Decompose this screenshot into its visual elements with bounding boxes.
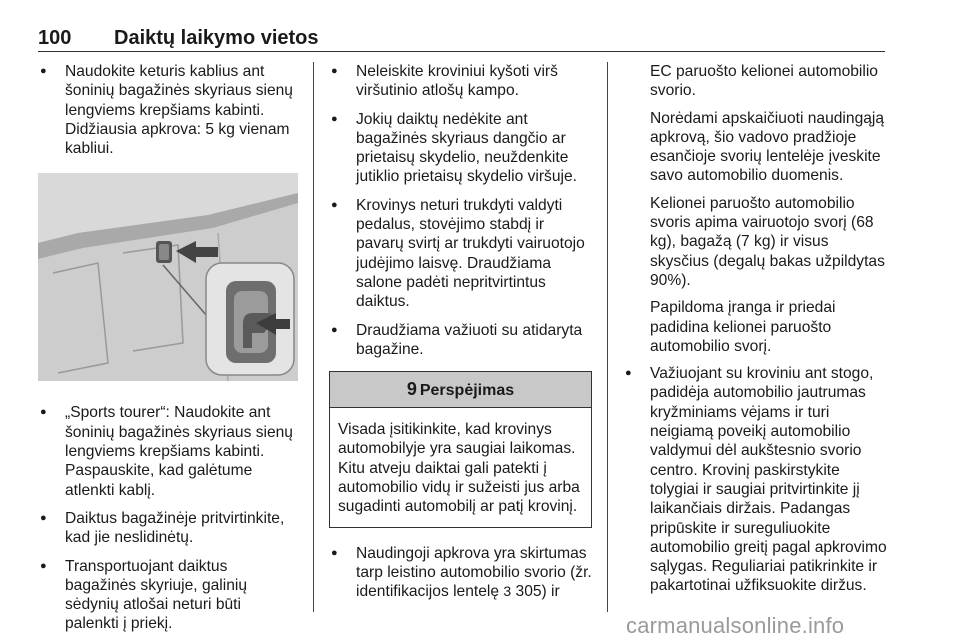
list-item: ● Daiktus bagažinėje pritvirtinkite, kad jie neslidinėtų. (38, 509, 298, 548)
column-1 (38, 62, 298, 643)
warning-text: Visada įsitikinkite, kad krovinys automobilyje yra saugiai laikomas. Kitu atveju daiktai gali patekti į automobilio vidų ir sužeisti jus arba sugadinti automobilį ar patį krovinį. (338, 421, 580, 516)
page-title: Daiktų laikymo vietos (114, 27, 319, 49)
paragraph: Papildoma įranga ir priedai padidina kelionei paruošto automobilio svorį. (650, 299, 836, 355)
page-reference: 305) ir (515, 583, 560, 601)
warning-icon: 9 (406, 379, 417, 400)
warning-title: Perspėjimas (419, 382, 515, 400)
list-item: ● Jokių daiktų nedėkite ant bagažinės skyriaus dangčio ar prietaisų skydelio, neuždenkite jutiklio prietaisų skydelio viršuje. (329, 110, 592, 187)
page-reference-arrow-icon: 3 (503, 583, 512, 600)
list-item (329, 544, 592, 602)
column-2 (329, 62, 592, 611)
trunk-hook-illustration (38, 173, 298, 381)
list-item: ● Transportuojant daiktus bagažinės skyriuje, galinių sėdynių atlošai neturi būti palenkti į priekį. (38, 557, 298, 634)
paragraph: Kelionei paruošto automobilio svoris apima vairuotojo svorį (68 kg), bagažą (7 kg) ir visus skysčius (degalų bakas užpildytas 90%). (650, 194, 885, 289)
list-item: ● Važiuojant su kroviniu ant stogo, padidėja automobilio jautrumas kryžminiams vėjams ir turi neigiamą poveikį automobilio valdymui dėl aukštesnio svorio centro. Krovinį paskirstykite tolygiai ir saugiai pritvirtinkite jį laikančiais diržais. Padangas pripūskite ir sureguliuokite automobilio greitį pagal apkrovimo sąlygas. Reguliariai patikrinkite ir pakartotinai užfiksuokite diržus. (623, 364, 887, 596)
column-divider (607, 62, 608, 612)
list-item: ● Naudokite keturis kablius ant šoninių bagažinės skyriaus sienų lengviems krepšiams kabinti. Didžiausia apkrova: 5 kg vienam kabliui. (38, 62, 298, 158)
list-item: ● Neleiskite kroviniui kyšoti virš viršutinio atlošų kampo. (329, 62, 592, 101)
list-item: ● Draudžiama važiuoti su atidaryta bagažine. (329, 321, 592, 360)
page-number: 100 (38, 27, 72, 49)
column-divider (313, 62, 314, 612)
list-item: ● Krovinys neturi trukdyti valdyti pedalus, stovėjimo stabdį ir pavarų svirtį ar trukdyti vairuotojo judėjimo laisvę. Draudžiama salone padėti nepritvirtintus daiktus. (329, 196, 592, 312)
watermark: carmanualsonline.info (626, 613, 845, 638)
list-item-text: Naudingoji apkrova yra skirtumas tarp leistino automobilio svorio (žr. identifikacijos lentelę (356, 544, 592, 601)
trunk-hook-illustration-svg (38, 173, 298, 381)
paragraph: EC paruošto kelionei automobilio svorio. (650, 63, 878, 100)
paragraph: Norėdami apskaičiuoti naudingąją apkrovą, šio vadovo pradžioje esančioje svorių lentelėje įveskite savo automobilio duomenis. (650, 109, 885, 185)
warning-header (330, 372, 591, 408)
column-3 (623, 62, 887, 605)
warning-box (329, 371, 592, 527)
list-item: ● „Sports tourer“: Naudokite ant šoninių bagažinės skyriaus sienų lengviems krepšiams kabinti. Paspauskite, kad galėtume atlenkti kablį. (38, 403, 298, 499)
page-header (38, 27, 885, 52)
